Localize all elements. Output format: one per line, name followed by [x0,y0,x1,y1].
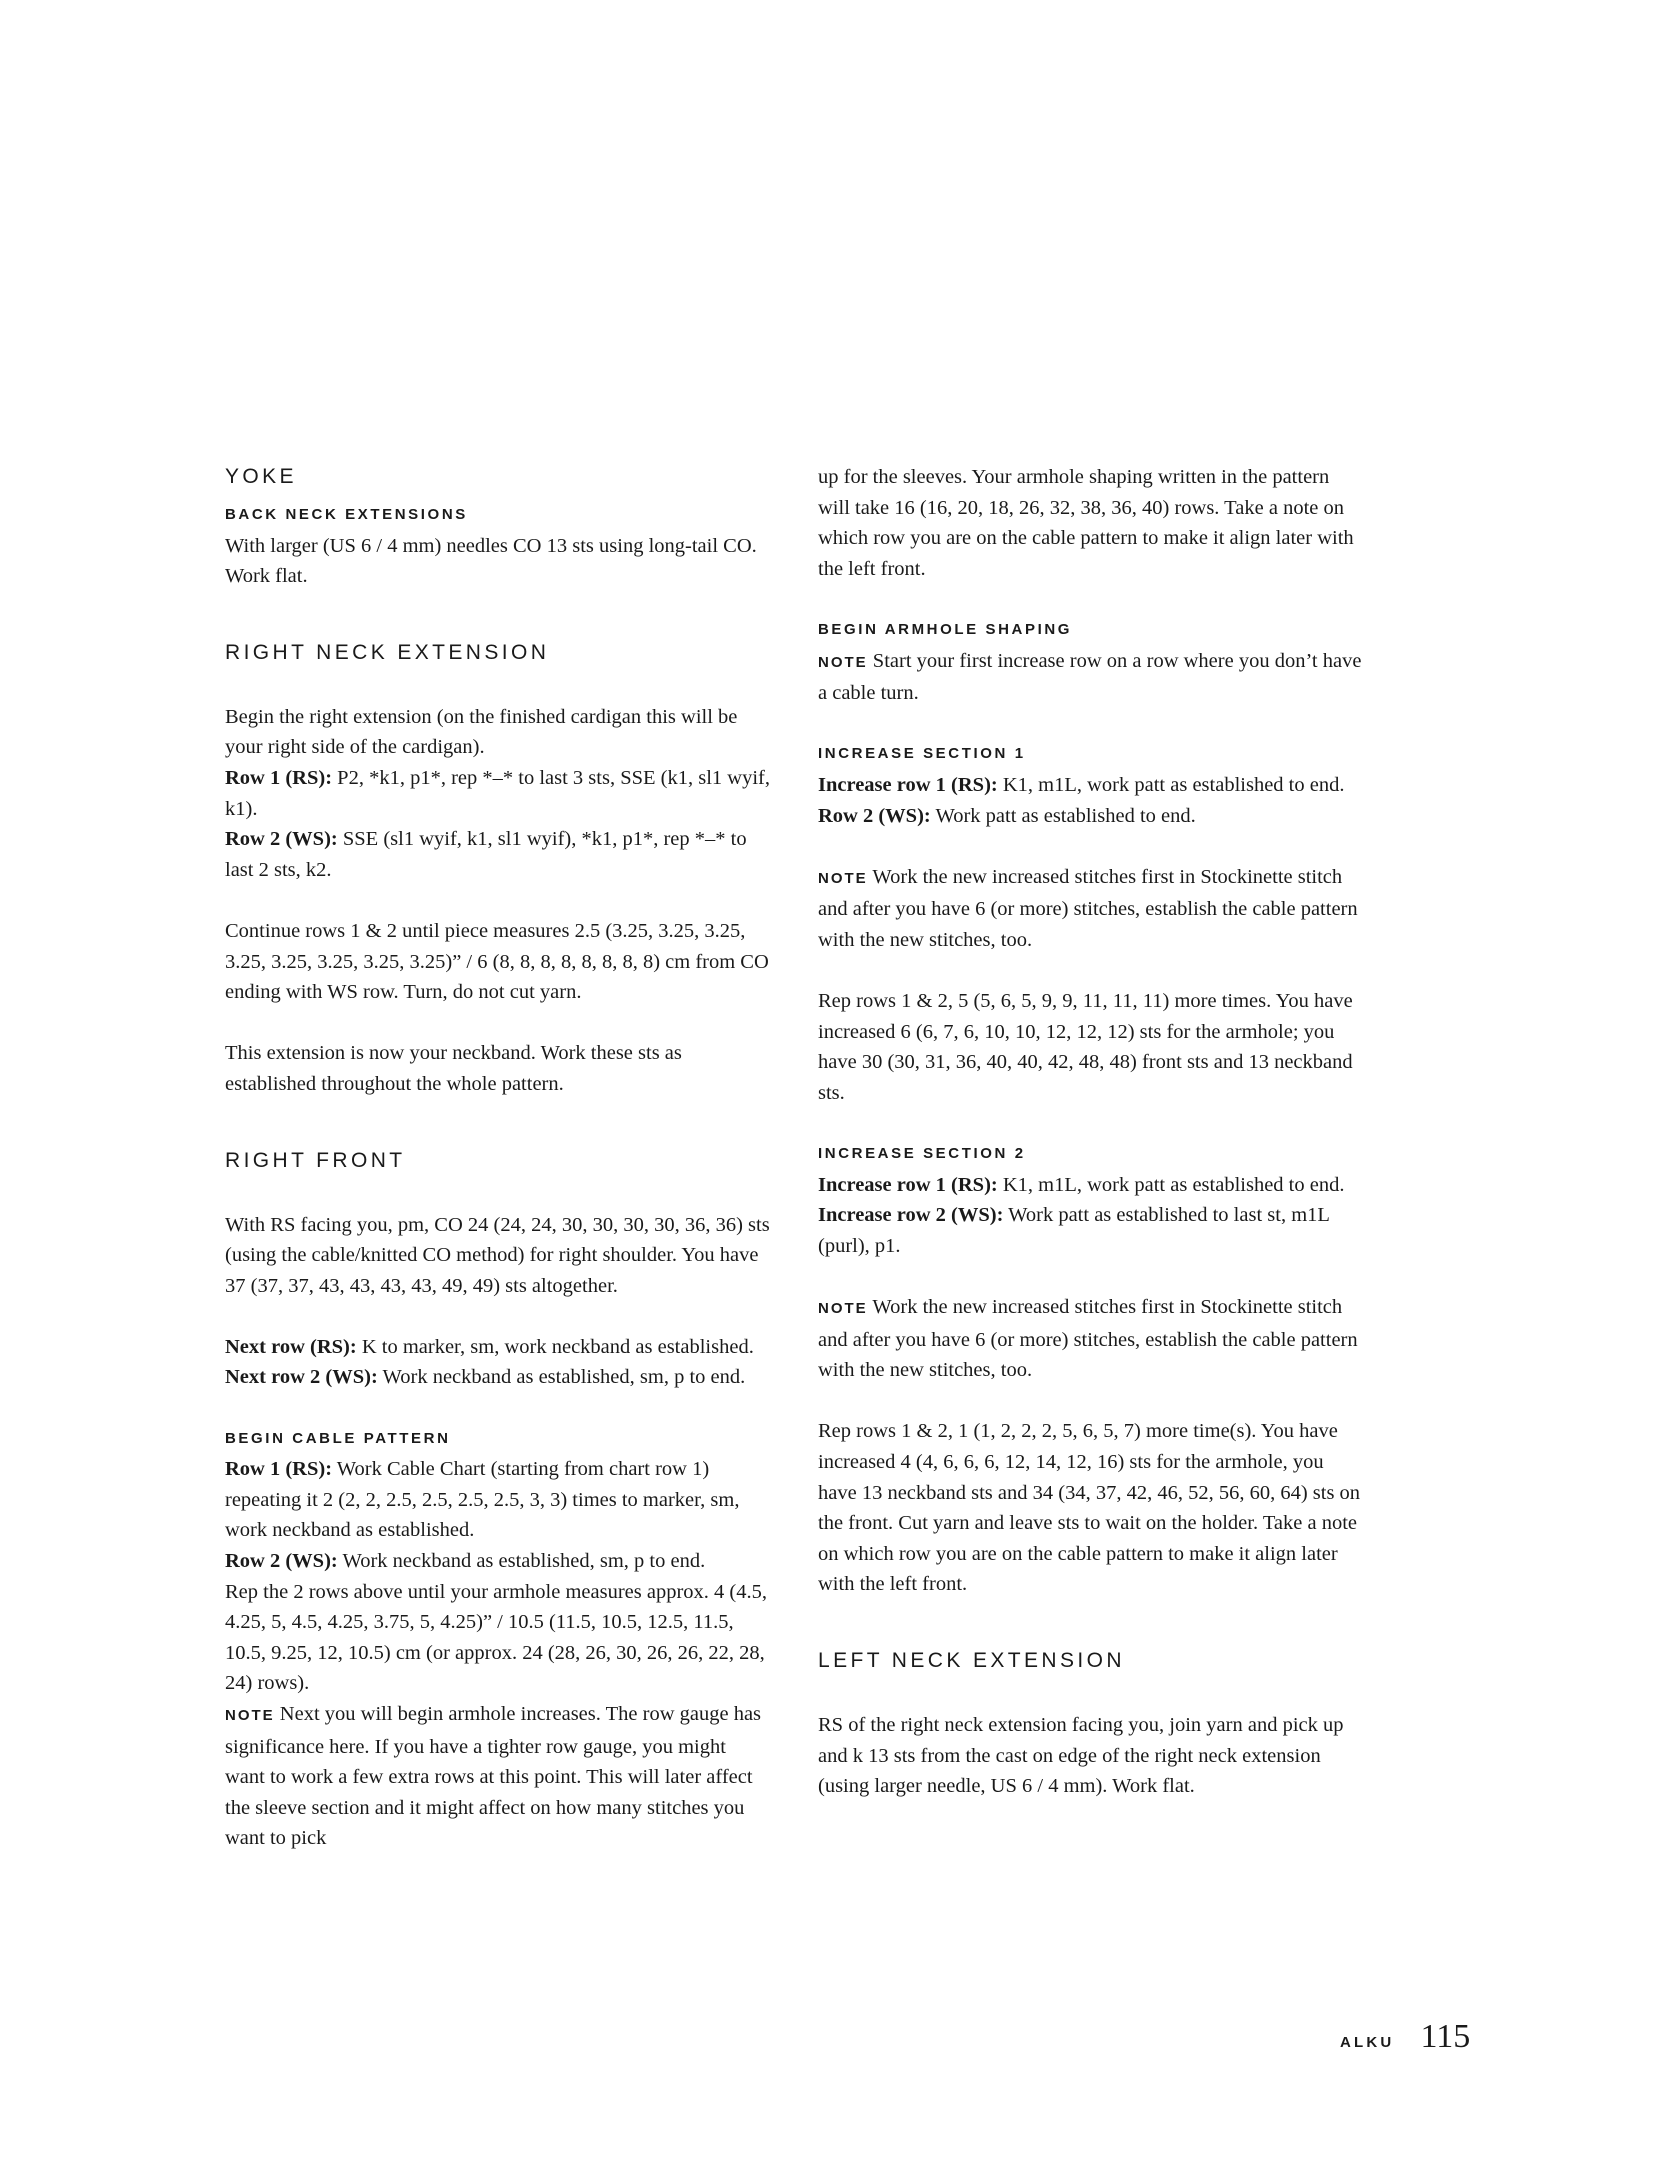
left-neck-text: RS of the right neck extension facing you, join yarn and pick up and k 13 sts from the cast on edge of the right neck extension (using larger needle, US 6 / 4 mm). Work flat. [818,1713,1344,1798]
cable-rep: Rep the 2 rows above until your armhole measures approx. 4 (4.5, 4.25, 5, 4.5, 4.25, 3.75, 5, 4.25)” / 10.5 (11.5, 10.5, 12.5, 11.5, 10.5, 9.25, 12, 10.5) cm (or approx. 24 (28, 26, 30, 26, 26, 22, 28, 24) rows). [225,1580,767,1695]
note-label: NOTE [818,1300,868,1318]
subsection-title-back-neck: BACK NECK EXTENSIONS [225,506,468,523]
left-column [225,462,770,1854]
cable-row1 [225,1454,770,1546]
row-label: Row 2 (WS): [225,1550,338,1573]
right-front-text: With RS facing you, pm, CO 24 (24, 24, 30, 30, 30, 30, 36, 36) sts (using the cable/knitted CO method) for right shoulder. You have 37 (37, 37, 43, 43, 43, 43, 49, 49) sts altogether. [225,1213,770,1297]
right-front-next1 [225,1332,770,1363]
section-title-left-neck: LEFT NECK EXTENSION [818,1648,1125,1672]
row-label: Increase row 1 (RS): [818,773,998,796]
right-neck-intro: Begin the right extension (on the finished cardigan this will be your right side of the cardigan). [225,705,738,759]
note-label: NOTE [225,1707,275,1724]
row-label: Increase row 1 (RS): [818,1173,998,1196]
right-neck-row2 [225,824,770,885]
row-text: Work patt as established to end. [930,804,1196,827]
row-text: Work neckband as established, sm, p to end. [377,1366,746,1389]
row-text: SSE (sl1 wyif, k1, sl1 wyif), *k1, p1*, rep *–* to last 2 sts, k2. [225,828,747,881]
row-label: Next row 2 (WS): [225,1366,378,1389]
page-footer [1340,2018,1470,2056]
armhole-continuation: up for the sleeves. Your armhole shaping written in the pattern will take 16 (16, 20, 18, 26, 32, 38, 36, 40) rows. Take a note on which row you are on the cable pattern to make it align later with the left front. [818,466,1354,580]
note-text: Next you will begin armhole increases. The row gauge has significance here. If you have a tighter row gauge, you might want to work a few extra rows at this point. This will later affect the sleeve section and it might affect on how many stitches you want to pick [225,1703,762,1850]
row-text: K to marker, sm, work neckband as established. [356,1335,754,1358]
back-neck-text: With larger (US 6 / 4 mm) needles CO 13 sts using long-tail CO. Work flat. [225,534,757,588]
increase1-row1 [818,770,1363,801]
increase1-note [818,862,1363,956]
right-front-next2 [225,1362,770,1393]
subsection-title-cable: BEGIN CABLE PATTERN [225,1429,451,1447]
note-label: NOTE [818,653,868,671]
right-neck-row1 [225,763,770,824]
row-label: Row 2 (WS): [225,828,338,851]
subsection-title-increase-2: INCREASE SECTION 2 [818,1145,1026,1163]
subsection-title-increase-1: INCREASE SECTION 1 [818,745,1026,763]
right-neck-neckband: This extension is now your neckband. Work these sts as established throughout the whole pattern. [225,1042,682,1095]
row-text: P2, *k1, p1*, rep *–* to last 3 sts, SSE (k1, sl1 wyif, k1). [225,766,770,820]
row-text: K1, m1L, work patt as established to end. [997,773,1345,796]
increase2-row1 [818,1170,1363,1201]
cable-row2 [225,1546,770,1577]
armhole-note [818,646,1363,709]
row-label: Row 1 (RS): [225,1458,333,1481]
row-label: Next row (RS): [225,1335,357,1358]
row-text: Work neckband as established, sm, p to end. [337,1550,706,1573]
row-label: Row 2 (WS): [818,804,931,827]
footer-label: ALKU [1340,2034,1395,2051]
right-column [818,462,1363,1802]
row-text: Work Cable Chart (starting from chart row 1) repeating it 2 (2, 2, 2.5, 2.5, 2.5, 2.5, 3, 3) times to marker, sm, work neckband as established. [225,1458,740,1542]
right-neck-continue: Continue rows 1 & 2 until piece measures 2.5 (3.25, 3.25, 3.25, 3.25, 3.25, 3.25, 3.25, 3.25)” / 6 (8, 8, 8, 8, 8, 8, 8, 8) cm from CO ending with WS row. Turn, do not cut yarn. [225,919,769,1004]
section-title-right-front: RIGHT FRONT [225,1148,406,1172]
row-label: Increase row 2 (WS): [818,1204,1004,1227]
section-title-right-neck: RIGHT NECK EXTENSION [225,640,550,664]
note-text: Work the new increased stitches first in Stockinette stitch and after you have 6 (or more) stitches, establish the cable pattern with the new stitches, too. [818,865,1358,951]
increase1-row2 [818,801,1363,832]
increase1-rep: Rep rows 1 & 2, 5 (5, 6, 5, 9, 9, 11, 11, 11) more times. You have increased 6 (6, 7, 6, 10, 10, 12, 12, 12) sts for the armhole; you have 30 (30, 31, 36, 40, 40, 42, 48, 48) front sts and 13 neckband sts. [818,990,1353,1104]
subsection-title-armhole: BEGIN ARMHOLE SHAPING [818,620,1073,638]
note-text: Work the new increased stitches first in Stockinette stitch and after you have 6 (or more) stitches, establish the cable pattern with the new stitches, too. [818,1296,1358,1382]
row-text: K1, m1L, work patt as established to end. [997,1173,1345,1196]
page-number: 115 [1420,2018,1471,2055]
increase2-note [818,1292,1363,1386]
note-text: Start your first increase row on a row where you don’t have a cable turn. [818,649,1362,705]
increase2-rep: Rep rows 1 & 2, 1 (1, 2, 2, 2, 5, 6, 5, 7) more time(s). You have increased 4 (4, 6, 6, 6, 12, 14, 12, 16) sts for the armhole, you have 13 neckband sts and 34 (34, 37, 42, 46, 52, 56, 60, 64) sts on the front. Cut yarn and leave sts to wait on the holder. Take a note on which row you are on the cable pattern to make it align later with the left front. [818,1420,1361,1596]
row-text: Work patt as established to last st, m1L (purl), p1. [818,1204,1330,1257]
cable-note [225,1699,770,1854]
increase2-row2 [818,1200,1363,1261]
row-label: Row 1 (RS): [225,766,333,789]
section-title-yoke: YOKE [225,465,297,488]
note-label: NOTE [818,869,868,887]
